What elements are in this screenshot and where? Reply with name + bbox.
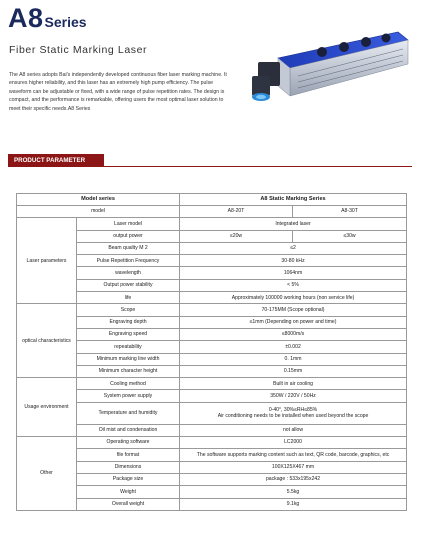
intro-paragraph: The A8 series adopts Bai's independently developed continuous fiber laser marking machine. It ensures higher reliability, and this laser has an extremely high pump efficiency. The pulse waveform can be adjustable or fixed, with a wide range of pulse repetition rates. The design is compact, and the performance is remarkable, offering users the most optimal laser solution to meet their specific needs.A8 Series xyxy=(9,72,227,112)
section-divider xyxy=(104,166,412,167)
row-value: 0. 1mm xyxy=(180,353,407,365)
row-label: Cooling method xyxy=(77,378,180,390)
row-value: 350W / 220V / 50Hz xyxy=(180,390,407,402)
row-label: wavelength xyxy=(77,267,180,279)
row-value: ≤30w xyxy=(293,230,407,242)
row-label: Laser model xyxy=(77,218,180,230)
row-label: Dimensions xyxy=(77,461,180,473)
group-optical-characteristics: optical characteristics xyxy=(17,304,77,378)
row-label: file format xyxy=(77,449,180,461)
row-value: 9.1kg xyxy=(180,498,407,510)
product-title xyxy=(8,3,87,34)
row-label: System power supply xyxy=(77,390,180,402)
temp-range: 0-40°, 30%≤RH≤85% xyxy=(268,406,318,413)
row-value xyxy=(180,402,407,424)
laser-machine-image xyxy=(248,28,410,114)
model-series-value: A8 Static Marking Series xyxy=(180,194,407,206)
row-value: not allow xyxy=(180,424,407,436)
row-value: The software supports marking content such as text, QR code, barcode, graphics, etc xyxy=(180,449,407,461)
row-value: 30-80 kHz xyxy=(180,255,407,267)
row-value: Built in air cooling xyxy=(180,378,407,390)
model-label: model xyxy=(17,206,180,218)
row-value: 0.15mm xyxy=(180,365,407,377)
row-label: life xyxy=(77,292,180,304)
row-value: 70-175MM (Scope optional) xyxy=(180,304,407,316)
spec-table xyxy=(16,193,407,511)
model-name: A8 xyxy=(8,3,44,33)
product-subtitle: Fiber Static Marking Laser xyxy=(9,44,148,56)
series-label: Series xyxy=(44,14,87,30)
row-value: < 5% xyxy=(180,279,407,291)
model-series-label: Model series xyxy=(17,194,180,206)
row-label: Engraving depth xyxy=(77,316,180,328)
row-value: 1064nm xyxy=(180,267,407,279)
row-value: Approximately 100000 working hours (non service life) xyxy=(180,292,407,304)
row-label: Engraving speed xyxy=(77,328,180,340)
row-value: ≤20w xyxy=(180,230,293,242)
row-label: Pulse Repetition Frequency xyxy=(77,255,180,267)
row-label: Operating software xyxy=(77,437,180,449)
row-label: Scope xyxy=(77,304,180,316)
row-label: Package size xyxy=(77,473,180,485)
row-value: package : 533x195x242 xyxy=(180,473,407,485)
model-a: A8-20T xyxy=(180,206,293,218)
group-usage-environment: Usage environment xyxy=(17,378,77,437)
row-value: ≤2 xyxy=(180,242,407,254)
row-value: Integrated laser xyxy=(180,218,407,230)
row-label: output power xyxy=(77,230,180,242)
row-value: LC2000 xyxy=(180,437,407,449)
row-value: ≤1mm (Depending on power and time) xyxy=(180,316,407,328)
row-label: Temperature and humidity xyxy=(77,402,180,424)
row-label: Output power stability xyxy=(77,279,180,291)
row-value: ±0.002 xyxy=(180,341,407,353)
row-value: 100X125X467 mm xyxy=(180,461,407,473)
group-laser-parameters: Laser parameters xyxy=(17,218,77,304)
row-label: Oil mist and condensation xyxy=(77,424,180,436)
row-value: 5.5kg xyxy=(180,486,407,498)
row-value: ≤8000m/s xyxy=(180,328,407,340)
row-label: Minimum character height xyxy=(77,365,180,377)
model-b: A8-30T xyxy=(293,206,407,218)
section-title: PRODUCT PARAMETER xyxy=(8,154,104,167)
group-other: Other xyxy=(17,437,77,511)
row-label: repeatability xyxy=(77,341,180,353)
row-label: Minimum marking line width xyxy=(77,353,180,365)
section-header xyxy=(8,154,412,167)
row-label: Overall weight xyxy=(77,498,180,510)
row-label: Beam quality M 2 xyxy=(77,242,180,254)
temp-note: Air conditioning needs to be installed when used beyond the scope xyxy=(217,413,369,420)
row-label: Weight xyxy=(77,486,180,498)
